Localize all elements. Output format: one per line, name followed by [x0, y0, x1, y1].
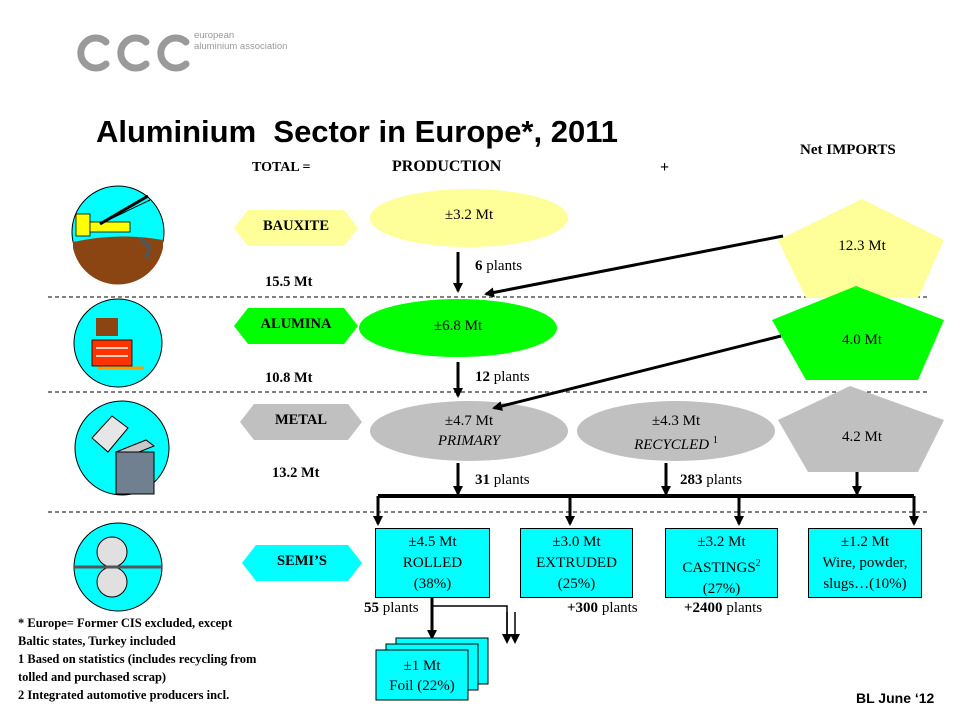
semis-label: SEMI’S: [277, 553, 327, 569]
metal-label: METAL: [274, 412, 328, 428]
rolled-share: (38%): [413, 576, 452, 592]
footnote-line-2: Baltic states, Turkey included: [18, 634, 176, 648]
extruded-plants-word: plants: [598, 600, 638, 616]
wire-value: ±1.2 Mt: [840, 534, 890, 550]
castings-plants-word: plants: [722, 600, 763, 616]
bauxite-mining-icon: [72, 186, 164, 284]
primary-metal-text: [370, 411, 568, 451]
header-plus: +: [660, 159, 670, 176]
alumina-plants: [475, 369, 530, 386]
primary-plants-number: 31: [475, 472, 490, 488]
foil-label: Foil (22%): [389, 678, 455, 694]
rolled-box: [375, 528, 490, 598]
rolling-mill-icon: [74, 523, 162, 611]
alumina-plants-word: plants: [490, 369, 530, 385]
primary-plants: [475, 472, 530, 489]
rolled-plants: [364, 600, 419, 617]
footnote-line-1: * Europe= Former CIS excluded, except: [18, 616, 233, 630]
primary-metal-value: ±4.7 Mt: [444, 413, 494, 429]
recycled-metal-line: [577, 431, 775, 455]
rolled-name: ROLLED: [402, 555, 463, 571]
bauxite-import-arrow: [486, 236, 783, 294]
extruded-value: ±3.0 Mt: [552, 534, 601, 550]
foil-text: [376, 656, 468, 696]
extruded-plants-number: +300: [567, 600, 599, 616]
footnote-line-5: 2 Integrated automotive producers incl.: [18, 688, 230, 702]
bauxite-production-value: ±3.2 Mt: [444, 207, 494, 223]
castings-plants-number: +2400: [684, 600, 723, 616]
castings-share: (27%): [702, 581, 741, 597]
logo-line-1: european: [194, 30, 235, 41]
recycled-plants-number: 283: [680, 472, 703, 488]
alumina-label: ALUMINA: [260, 316, 332, 332]
recycled-plants: [680, 472, 742, 489]
alumina-production-value: ±6.8 Mt: [433, 318, 483, 334]
recycled-metal-text: [577, 411, 775, 455]
alumina-import-arrow: [494, 336, 781, 408]
extruded-box: [520, 528, 633, 598]
bauxite-plants: [475, 258, 522, 275]
recycled-metal-label: RECYCLED: [634, 437, 710, 453]
header-total: TOTAL =: [252, 160, 311, 175]
castings-plants: [684, 600, 762, 617]
primary-plants-word: plants: [490, 472, 530, 488]
metal-imports-value: 4.2 Mt: [841, 429, 882, 445]
footnotes: [18, 614, 328, 704]
extruded-share: (25%): [557, 576, 596, 592]
extruded-plants: [567, 600, 638, 617]
alumina-refinery-icon: [74, 299, 162, 387]
wire-share: slugs…(10%): [823, 576, 907, 592]
wire-box: [808, 528, 922, 598]
recycled-metal-value: ±4.3 Mt: [651, 413, 701, 429]
bauxite-total: 15.5 Mt: [265, 274, 313, 290]
header-production: PRODUCTION: [392, 158, 502, 175]
rolled-value: ±4.5 Mt: [408, 534, 457, 550]
castings-line: [666, 553, 777, 579]
footnote-line-4: tolled and purchased scrap): [18, 670, 167, 684]
foil-value: ±1 Mt: [403, 658, 441, 674]
castings-box: [665, 528, 778, 598]
wire-name: Wire, powder,: [822, 555, 908, 571]
footnote-line-3: 1 Based on statistics (includes recycling from: [18, 652, 257, 666]
rolled-plants-number: 55: [364, 600, 379, 616]
alumina-imports-value: 4.0 Mt: [841, 332, 882, 348]
metal-total: 13.2 Mt: [272, 465, 320, 481]
logo-line-2: aluminium association: [194, 41, 288, 52]
castings-name: CASTINGS: [682, 560, 756, 576]
foil-branch-line: [432, 606, 507, 640]
bauxite-label: BAUXITE: [262, 218, 330, 234]
bauxite-plants-word: plants: [482, 258, 523, 274]
extruded-name: EXTRUDED: [536, 555, 617, 571]
bauxite-plants-number: 6: [475, 258, 483, 274]
signature: BL June ‘12: [856, 690, 935, 706]
alumina-total: 10.8 Mt: [265, 370, 313, 386]
recycled-footnote-mark: 1: [712, 435, 718, 446]
primary-metal-label: PRIMARY: [437, 433, 501, 449]
alumina-plants-number: 12: [475, 369, 490, 385]
bauxite-imports-value: 12.3 Mt: [838, 238, 886, 254]
metal-ingot-icon: [75, 401, 169, 495]
page-title: Aluminium Sector in Europe*, 2011: [96, 114, 618, 149]
castings-footnote-mark: 2: [755, 558, 761, 569]
rolled-plants-word: plants: [379, 600, 419, 616]
castings-value: ±3.2 Mt: [697, 534, 746, 550]
recycled-plants-word: plants: [702, 472, 743, 488]
header-imports: Net IMPORTS: [800, 142, 896, 158]
